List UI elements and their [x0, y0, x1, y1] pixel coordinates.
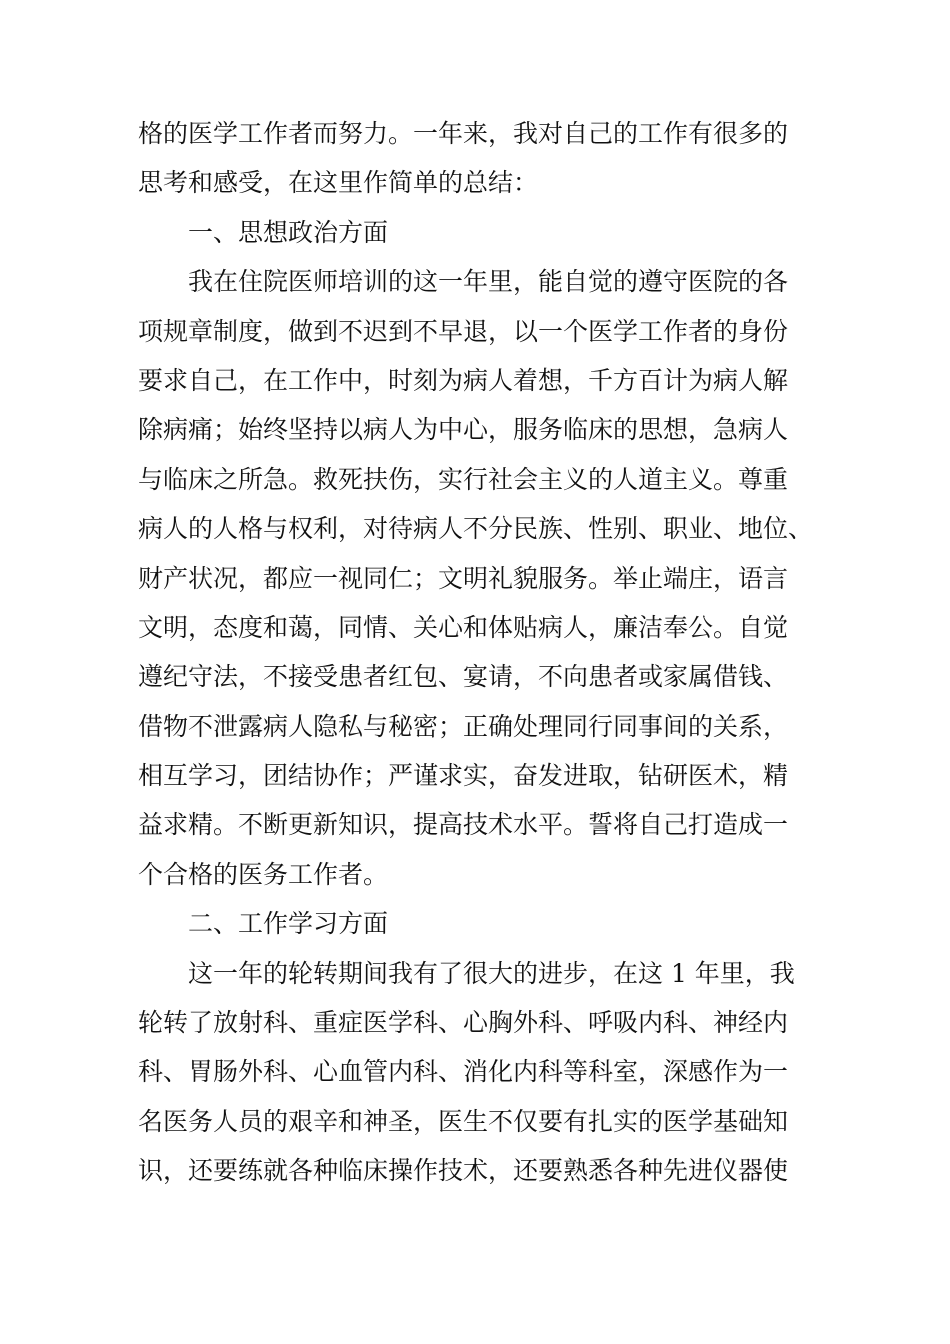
- text-line: 益求精。不断更新知识，提高技术水平。誓将自己打造成一: [138, 810, 789, 840]
- text-line: 科、胃肠外科、心血管内科、消化内科等科室，深感作为一: [138, 1057, 789, 1087]
- text-line: 要求自己，在工作中，时刻为病人着想，千方百计为病人解: [138, 365, 789, 395]
- text-line: 格的医学工作者而努力。一年来，我对自己的工作有很多的: [138, 119, 789, 148]
- text-line: 个合格的医务工作者。: [138, 859, 389, 889]
- text-line: 这一年的轮转期间我有了很大的进步，在这 1 年里，我: [188, 958, 795, 988]
- text-line: 除病痛；始终坚持以病人为中心，服务临床的思想，急病人: [138, 415, 789, 445]
- text-line: 财产状况，都应一视同仁；文明礼貌服务。举止端庄，语言: [138, 563, 789, 593]
- text-line: 轮转了放射科、重症医学科、心胸外科、呼吸内科、神经内: [138, 1008, 789, 1038]
- text-line: 遵纪守法，不接受患者红包、宴请，不向患者或家属借钱、: [138, 662, 789, 692]
- text-line: 我在住院医师培训的这一年里，能自觉的遵守医院的各: [188, 267, 789, 297]
- text-line: 名医务人员的艰辛和神圣，医生不仅要有扎实的医学基础知: [138, 1106, 789, 1136]
- text-line: 与临床之所急。救死扶伤，实行社会主义的人道主义。尊重: [138, 464, 789, 494]
- text-line: 识，还要练就各种临床操作技术，还要熟悉各种先进仪器使: [138, 1156, 789, 1186]
- text-line: 病人的人格与权利，对待病人不分民族、性别、职业、地位、: [138, 514, 814, 544]
- text-line: 思考和感受，在这里作简单的总结：: [138, 168, 539, 198]
- text-line: 文明，态度和蔼，同情、关心和体贴病人，廉洁奉公。自觉: [138, 612, 789, 642]
- section-heading: 一、思想政治方面: [188, 217, 389, 247]
- document-body: [138, 109, 828, 1196]
- section-heading: 二、工作学习方面: [188, 909, 389, 939]
- text-line: 项规章制度，做到不迟到不早退，以一个医学工作者的身份: [138, 316, 789, 346]
- text-line: 借物不泄露病人隐私与秘密；正确处理同行同事间的关系，: [138, 711, 789, 741]
- text-line: 相互学习，团结协作；严谨求实，奋发进取，钻研医术，精: [138, 761, 789, 791]
